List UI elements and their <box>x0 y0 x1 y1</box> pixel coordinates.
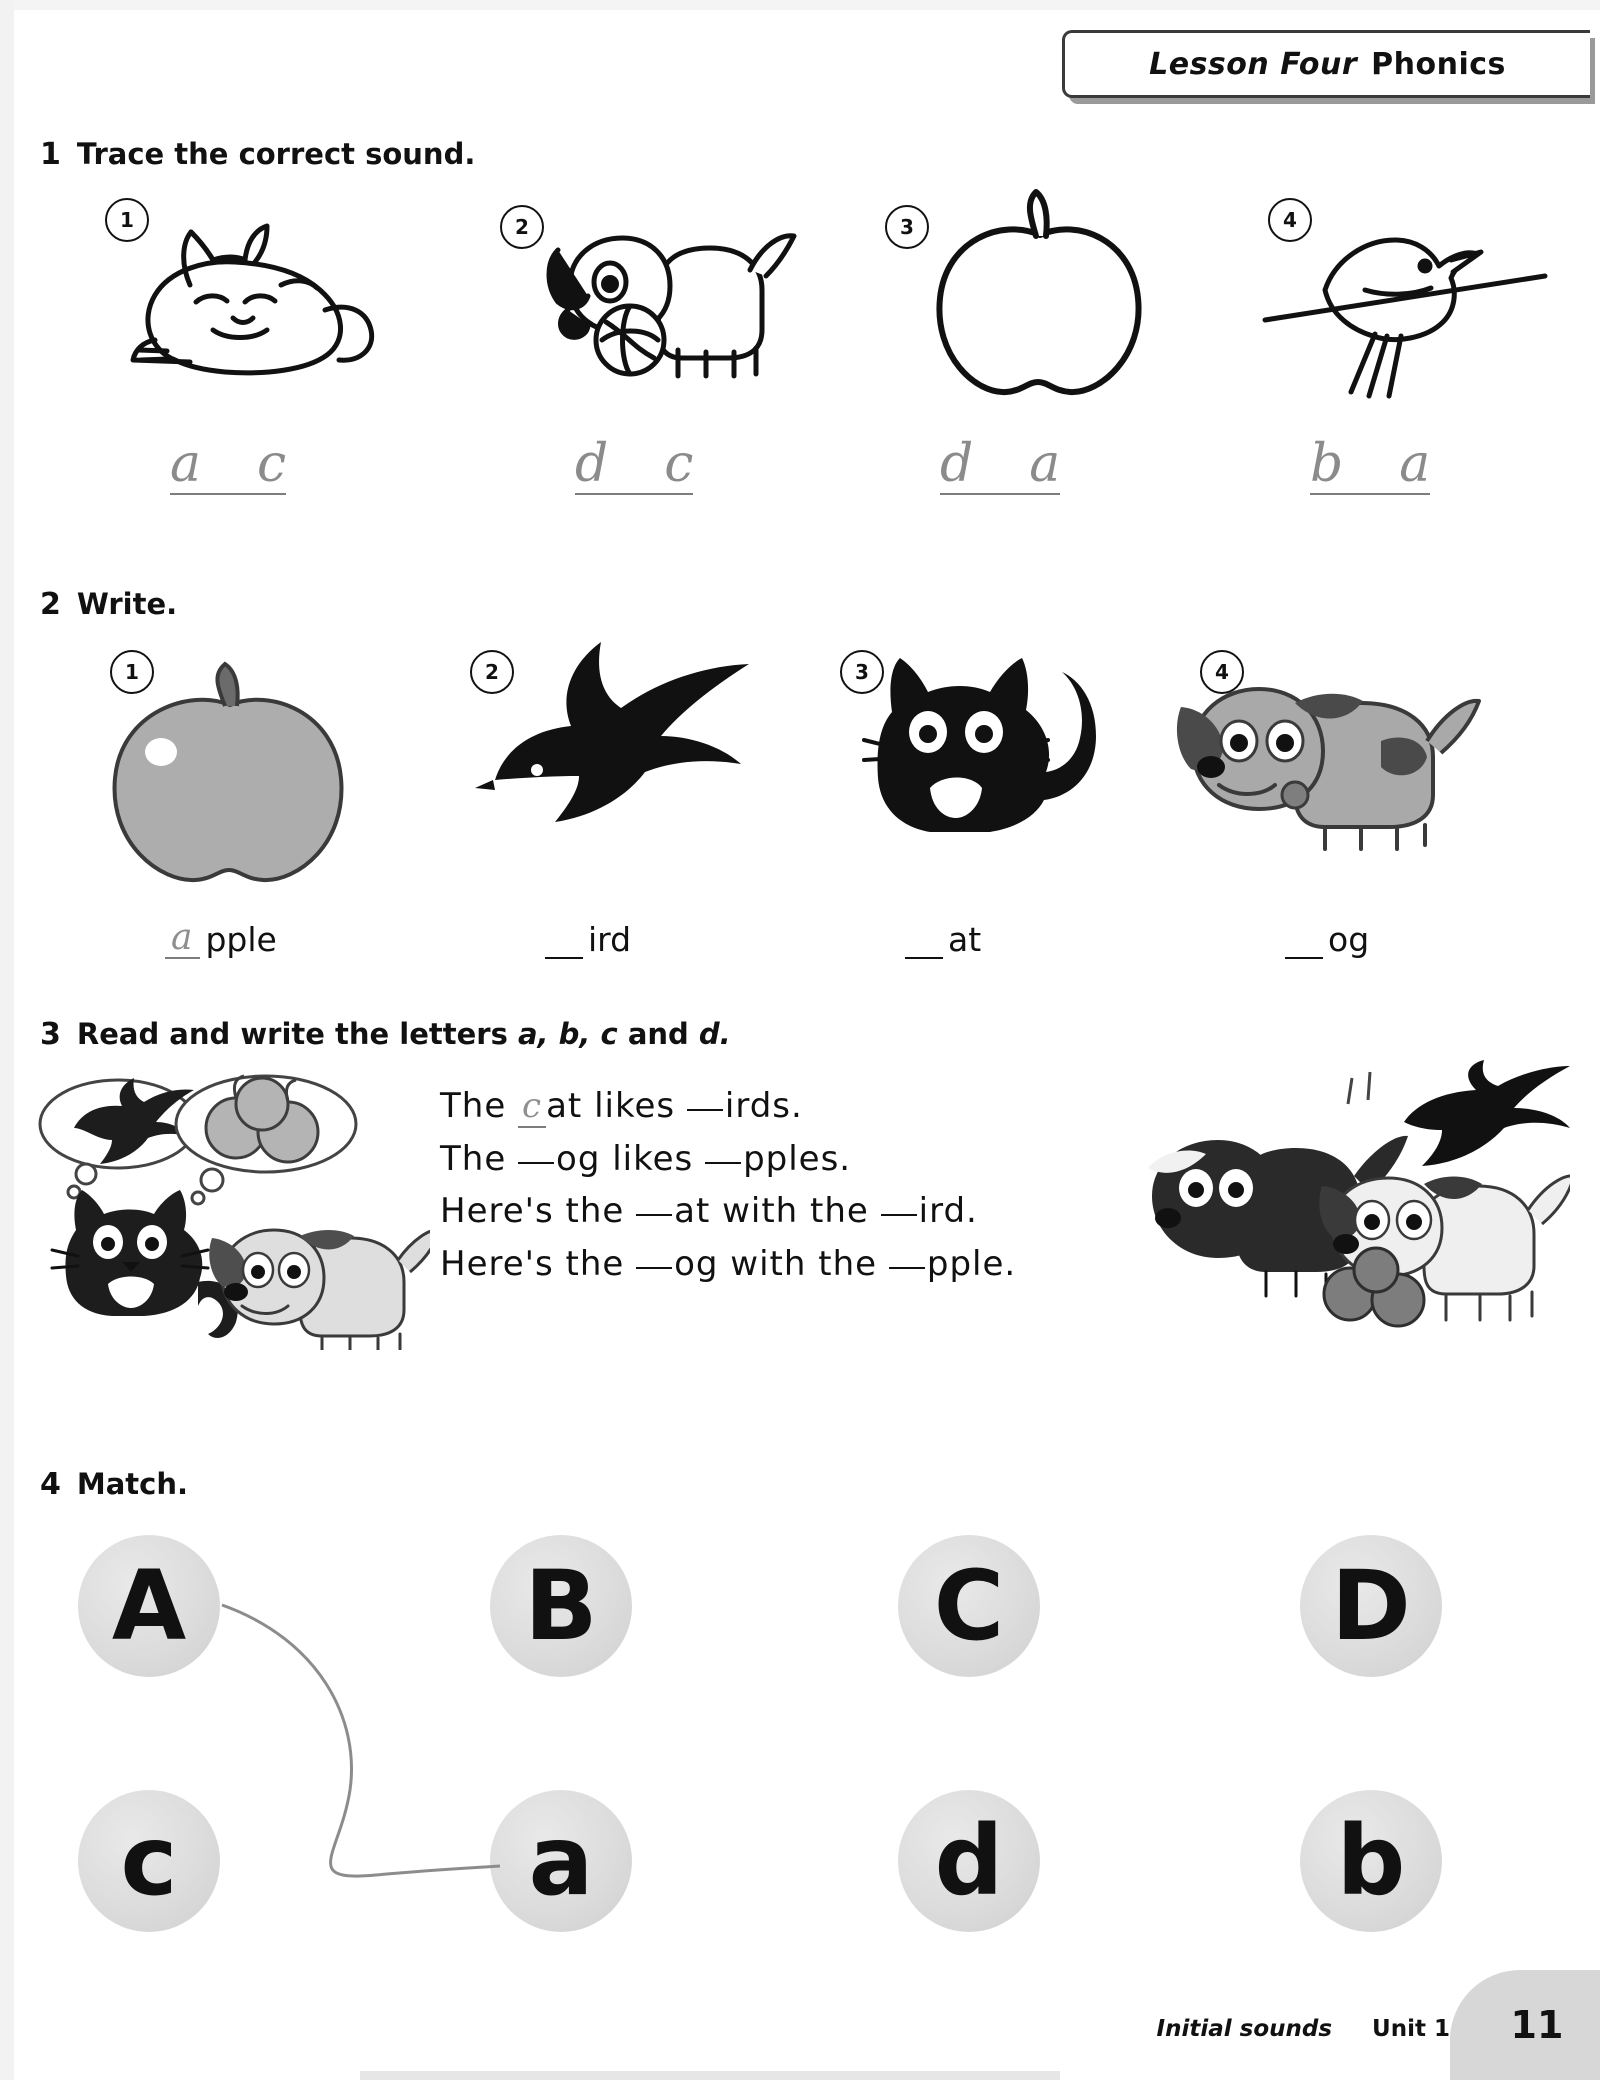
exercise-4-heading <box>40 1467 189 1502</box>
match-bubble-uppercase-d[interactable]: D <box>1300 1535 1442 1677</box>
match-bubble-uppercase-c[interactable]: C <box>898 1535 1040 1677</box>
sentence-answer[interactable]: c <box>518 1086 546 1128</box>
item-number-2-1: 1 <box>110 650 154 694</box>
trace-choices-1-3[interactable] <box>940 434 1061 495</box>
sentence-blank[interactable] <box>518 1162 554 1164</box>
exercise-3-heading <box>40 1017 731 1052</box>
image-dog-with-ball <box>510 190 810 400</box>
exercise-4-number: 4 <box>40 1467 61 1502</box>
item-number-2-2: 2 <box>470 650 514 694</box>
image-apple-outline <box>910 180 1170 410</box>
word-label-bird <box>545 920 631 959</box>
word-remainder: og <box>1328 920 1370 959</box>
item-number-1-1: 1 <box>105 198 149 242</box>
trace-letter-option[interactable]: a <box>170 434 202 494</box>
image-dog <box>1175 645 1485 875</box>
item-number-1-3: 3 <box>885 205 929 249</box>
trace-letter-option[interactable]: c <box>664 434 694 494</box>
item-number-2-3: 3 <box>840 650 884 694</box>
answer-blank[interactable] <box>545 927 583 959</box>
image-cat <box>830 640 1120 870</box>
answer-blank[interactable] <box>1285 927 1323 959</box>
sentence-blank[interactable] <box>705 1162 741 1164</box>
lesson-header-tab <box>1062 30 1590 98</box>
page-edge-top <box>0 0 1600 10</box>
sentence-text: irds. <box>724 1086 803 1126</box>
exercise-3-sentences <box>440 1080 1016 1291</box>
trace-letter-option[interactable]: b <box>1310 434 1344 494</box>
exercise-3-title-prefix: Read and write the letters <box>76 1017 518 1051</box>
phonics-label: Phonics <box>1371 46 1506 82</box>
page-number: 11 <box>1510 2003 1564 2047</box>
item-number-2-4: 4 <box>1200 650 1244 694</box>
exercise-2-heading <box>40 587 178 622</box>
exercise-3-title-and: and <box>617 1017 699 1051</box>
exercise-2-title: Write. <box>76 587 178 621</box>
footer-topic: Initial sounds <box>1156 2016 1333 2042</box>
sentence-line <box>440 1185 1016 1238</box>
sentence-text: at with the <box>674 1191 881 1232</box>
sentence-text: The <box>440 1138 519 1179</box>
footer <box>1157 2016 1450 2042</box>
sentence-blank[interactable] <box>636 1214 672 1216</box>
sentence-text: The <box>440 1086 519 1126</box>
trace-choices-1-1[interactable] <box>170 434 287 495</box>
match-bubble-lowercase-a[interactable]: a <box>490 1790 632 1932</box>
sentence-line <box>440 1238 1016 1291</box>
exercise-4-title: Match. <box>76 1467 189 1501</box>
trace-letter-option[interactable]: a <box>1029 434 1061 494</box>
exercise-1-heading <box>40 137 476 172</box>
sentence-line <box>440 1080 1016 1133</box>
exercise-2-number: 2 <box>40 587 61 622</box>
sentence-line <box>440 1133 1016 1186</box>
answer-blank[interactable] <box>905 927 943 959</box>
trace-letter-option[interactable]: c <box>257 434 287 494</box>
word-label-cat <box>905 920 981 959</box>
sentence-blank[interactable] <box>881 1214 917 1216</box>
match-bubble-lowercase-d[interactable]: d <box>898 1790 1040 1932</box>
match-bubble-lowercase-b[interactable]: b <box>1300 1790 1442 1932</box>
image-apple <box>85 660 375 890</box>
item-number-1-4: 4 <box>1268 198 1312 242</box>
trace-letter-option[interactable]: d <box>940 434 974 494</box>
sentence-blank[interactable] <box>889 1267 925 1269</box>
image-cat-and-dog-thinking <box>30 1070 430 1350</box>
sentence-blank[interactable] <box>636 1267 672 1269</box>
sentence-text: Here's the <box>440 1191 637 1232</box>
word-remainder: at <box>948 920 982 959</box>
trace-choices-1-4[interactable] <box>1310 434 1431 495</box>
item-number-1-2: 2 <box>500 205 544 249</box>
exercise-3-title-letters: a, b, c <box>517 1017 618 1051</box>
word-label-apple <box>165 916 277 959</box>
image-dog-cat-bird-apples <box>1130 1060 1570 1360</box>
trace-letter-option[interactable]: a <box>1399 434 1431 494</box>
exercise-3-title-last: d. <box>698 1017 731 1051</box>
trace-letter-option[interactable]: d <box>575 434 609 494</box>
word-label-dog <box>1285 920 1369 959</box>
match-bubble-lowercase-c[interactable]: c <box>78 1790 220 1932</box>
sentence-text: og likes <box>556 1138 706 1179</box>
page-edge-left <box>0 0 14 2080</box>
exercise-3-number: 3 <box>40 1017 61 1052</box>
footer-unit: Unit 1 <box>1372 2016 1450 2042</box>
image-bird <box>475 630 765 860</box>
page-bottom-strip <box>360 2071 1060 2080</box>
image-sleeping-cat <box>95 190 395 400</box>
match-bubble-uppercase-b[interactable]: B <box>490 1535 632 1677</box>
sentence-text: og with the <box>674 1244 889 1285</box>
lesson-label: Lesson Four <box>1149 46 1358 82</box>
sentence-text: pples. <box>743 1138 852 1179</box>
word-remainder: ird <box>588 920 632 959</box>
image-bird-on-branch <box>1255 180 1555 410</box>
exercise-3-title <box>76 1017 731 1051</box>
trace-choices-1-2[interactable] <box>575 434 694 495</box>
sentence-text: Here's the <box>440 1244 637 1285</box>
sentence-blank[interactable] <box>687 1109 723 1111</box>
answer-letter[interactable]: a <box>165 921 200 959</box>
sentence-text: at likes <box>546 1086 687 1126</box>
word-remainder: pple <box>205 920 277 959</box>
exercise-1-number: 1 <box>40 137 61 172</box>
page-number-badge <box>1450 1970 1600 2080</box>
exercise-1-title: Trace the correct sound. <box>76 137 476 171</box>
sentence-text: ird. <box>918 1191 978 1232</box>
sentence-text: pple. <box>926 1244 1017 1285</box>
match-bubble-uppercase-a[interactable]: A <box>78 1535 220 1677</box>
